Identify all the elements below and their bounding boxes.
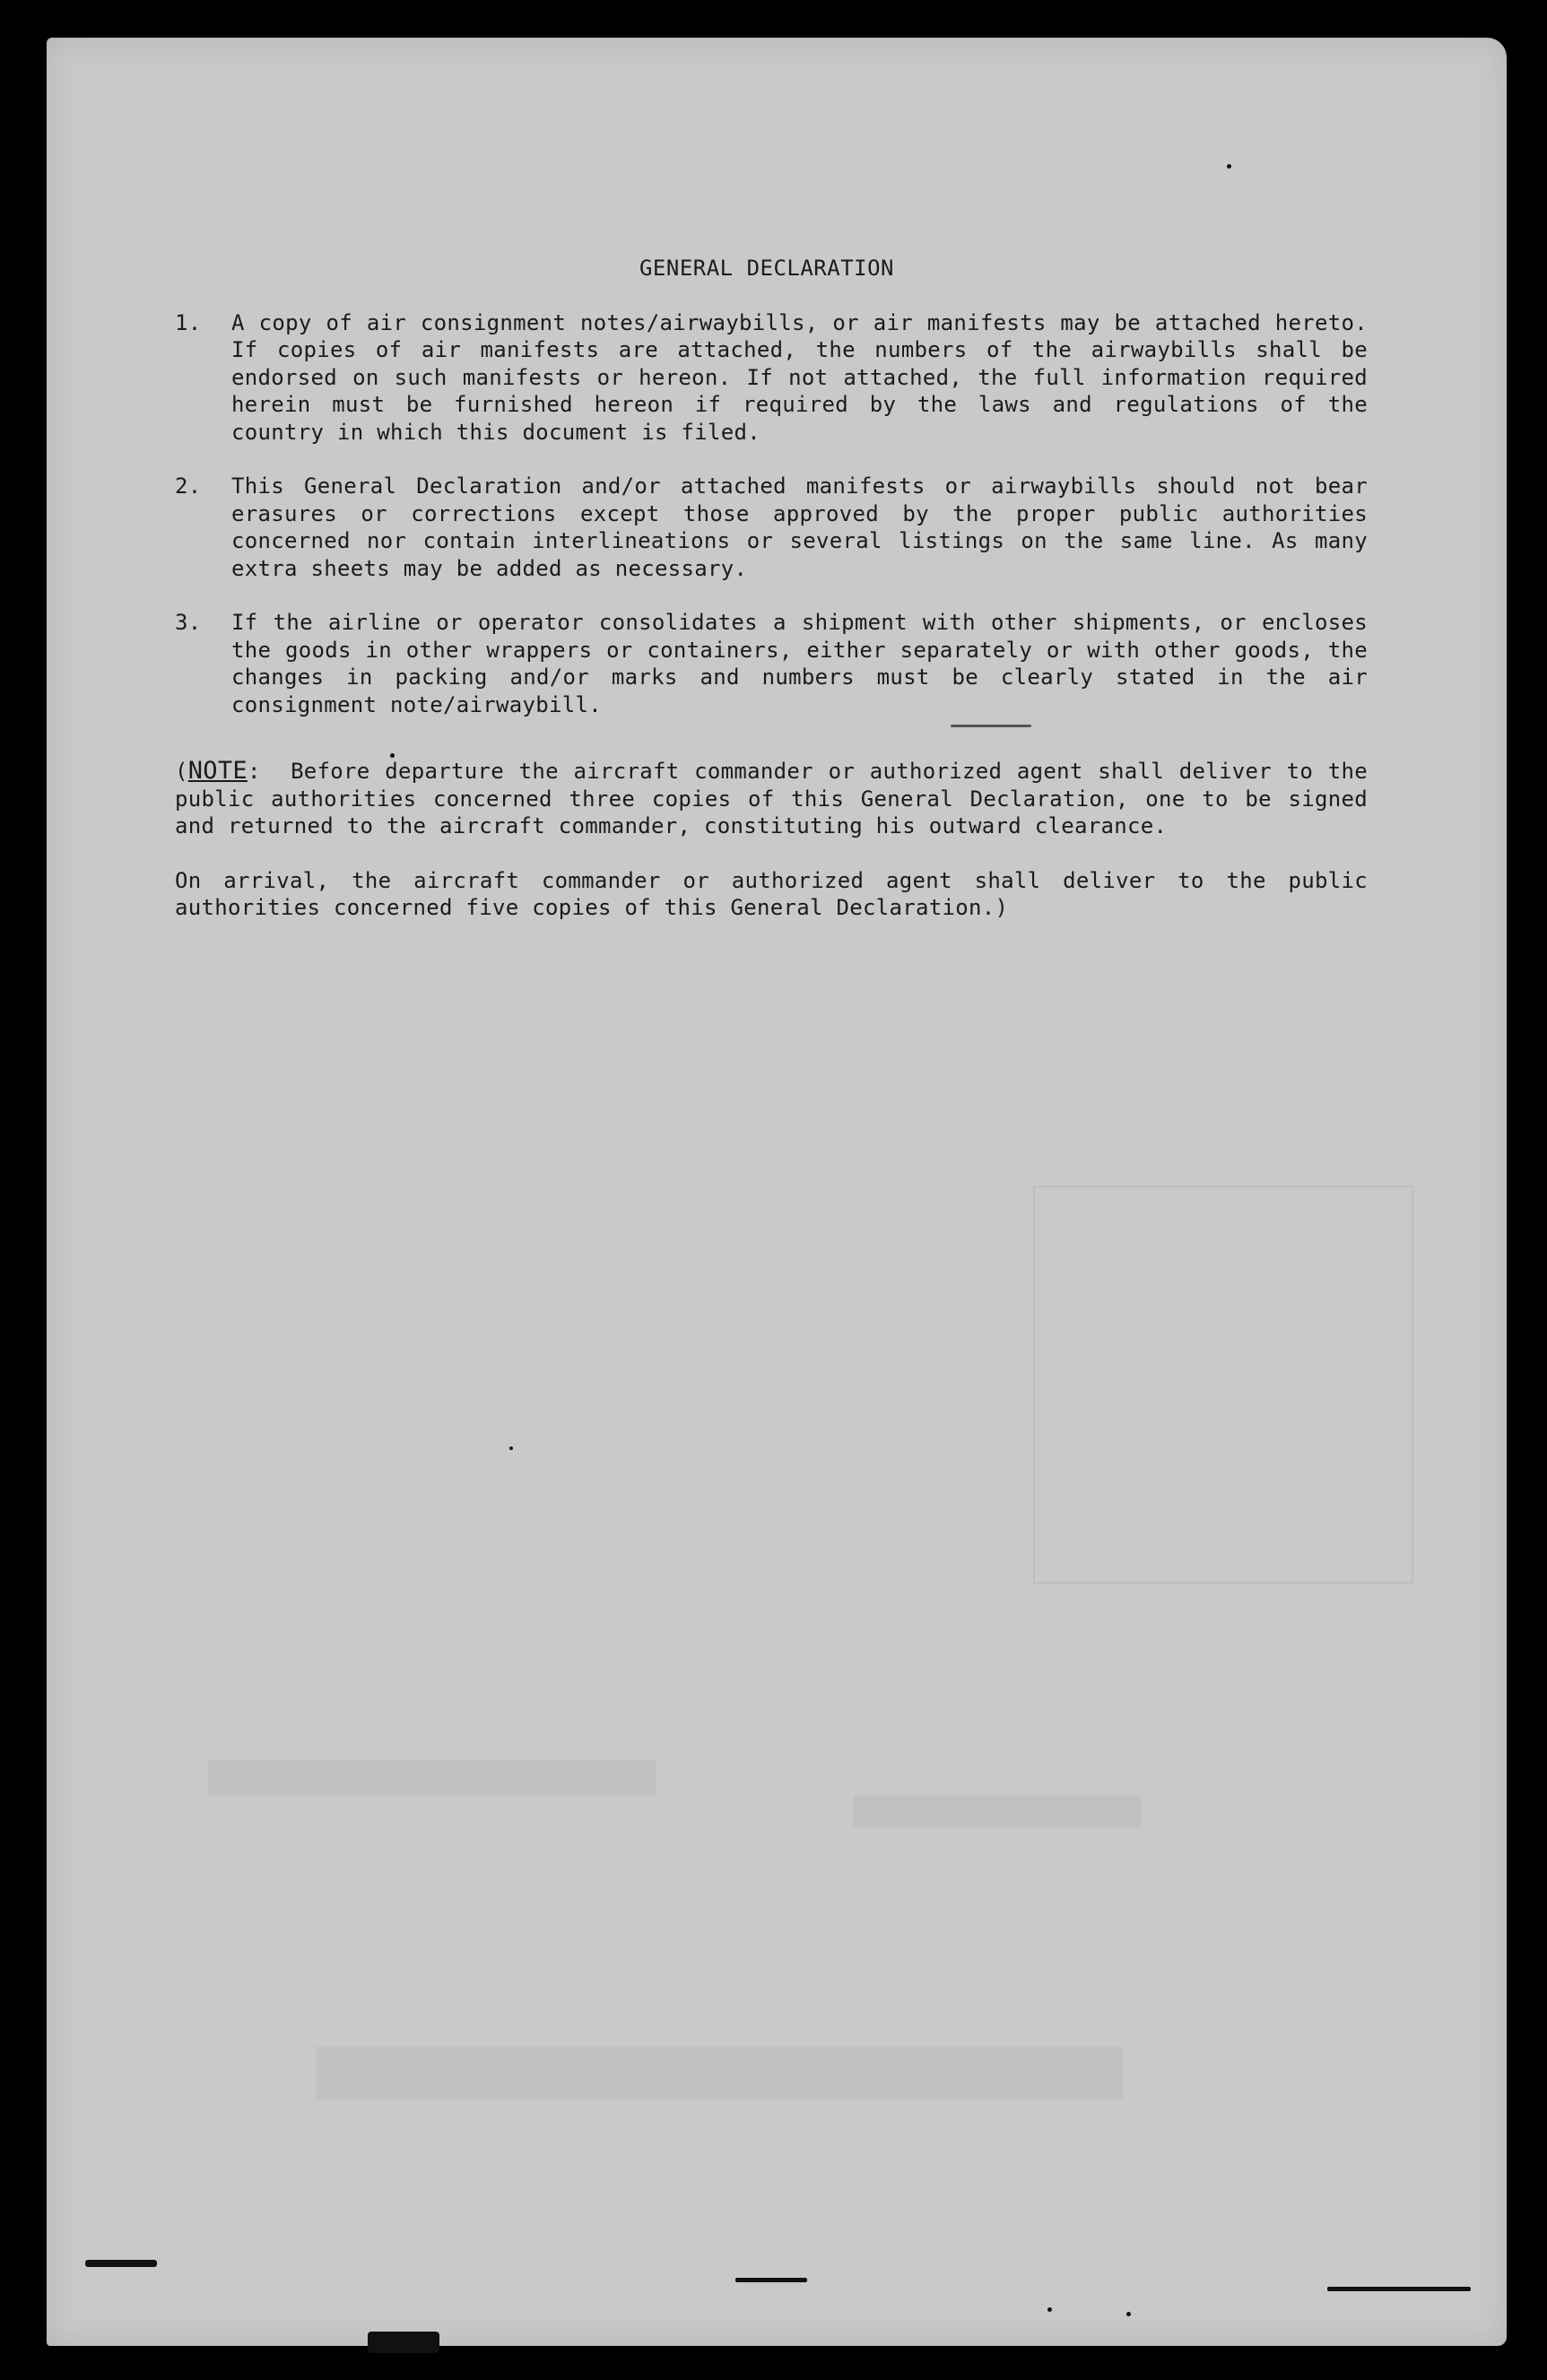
item-number: 3. xyxy=(175,610,202,635)
scan-speck xyxy=(1126,2312,1131,2316)
scan-mark xyxy=(85,2260,157,2267)
declaration-item-3 xyxy=(175,609,1368,718)
scan-mark xyxy=(951,725,1031,727)
note-label: NOTE xyxy=(187,757,248,785)
scan-speck xyxy=(1227,164,1231,169)
scan-mark xyxy=(735,2278,807,2282)
show-through-shading xyxy=(316,2046,1123,2100)
show-through-box xyxy=(1033,1186,1413,1584)
note-paragraph xyxy=(175,758,1368,840)
note-open-paren: ( xyxy=(175,759,188,784)
note-colon: : xyxy=(247,759,261,784)
scan-speck xyxy=(390,753,395,758)
scan-speck xyxy=(509,1446,513,1450)
scan-mark xyxy=(368,2332,439,2353)
item-text: If the airline or operator consolidates a shipment with other shipments, or encloses the goods in other wrappers or containers, either separately or with other goods, the changes in packing and/or marks and numbers must be clearly stated in the air consignment note/airwaybill. xyxy=(231,610,1368,717)
show-through-shading xyxy=(208,1759,656,1795)
scan-speck xyxy=(1047,2307,1052,2312)
declaration-item-1 xyxy=(175,309,1368,447)
show-through-shading xyxy=(854,1795,1141,1828)
note-text: Before departure the aircraft commander or authorized agent shall deliver to the public authorities concerned three copies of this General Declaration, one to be signed and returned to the aircraft commander, constituting his outward clearance. xyxy=(175,759,1369,838)
item-number: 1. xyxy=(175,309,202,335)
declaration-item-2 xyxy=(175,473,1368,582)
item-number: 2. xyxy=(175,473,202,499)
item-text: This General Declaration and/or attached manifests or airwaybills should not bear erasures or corrections except those approved by the proper public authorities concerned nor contain interlineations or several listings on the same line. As many extra sheets may be added as necessary. xyxy=(231,473,1368,581)
item-text: A copy of air consignment notes/airwaybills, or air manifests may be attached hereto. If copies of air manifests are attached, the numbers of the airwaybills shall be endorsed on such manifests or hereon. If not attached, the full information required herein must be furnished hereon if required by the laws and regulations of the country in which this document is filed. xyxy=(231,309,1368,445)
general-declaration xyxy=(175,255,1368,922)
scan-mark xyxy=(1327,2287,1471,2291)
document-title: GENERAL DECLARATION xyxy=(639,256,895,281)
arrival-paragraph: On arrival, the aircraft commander or authorized agent shall deliver to the public authorities concerned five copies of this General Declaration.) xyxy=(175,867,1368,920)
